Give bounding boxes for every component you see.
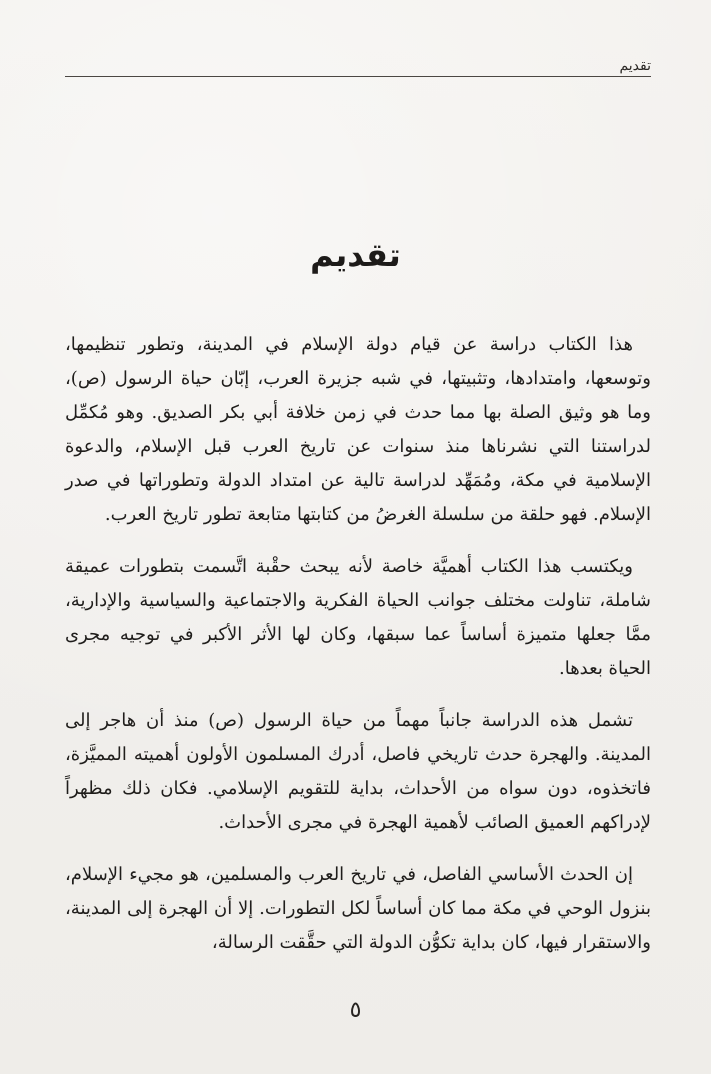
paragraph-3: تشمل هذه الدراسة جانباً مهماً من حياة الرسول (ص) منذ أن هاجر إلى المدينة. والهجرة حدث تاريخي فاصل، أدرك المسلمون الأولون أهميته المميَّزة، فاتخذوه، دون سواه من الأحداث، بداية للتقويم الإسلامي. فكان ذلك مظهراً لإدراكهم العميق الصائب لأهمية الهجرة في مجرى الأحداث.	[65, 710, 651, 833]
running-header	[65, 60, 651, 77]
running-header-title: تقديم	[619, 58, 651, 74]
body-text	[65, 328, 651, 978]
page-number: ٥	[349, 998, 362, 1023]
paragraph-2: ويكتسب هذا الكتاب أهميَّة خاصة لأنه يبحث حقْبة اتَّسمت بتطورات عميقة شاملة، تناولت مختلف جوانب الحياة الفكرية والاجتماعية والسياسية والإدارية، ممَّا جعلها متميزة أساساً عما سبقها، وكان لها الأثر الأكبر في توجيه مجرى الحياة بعدها.	[65, 556, 651, 679]
paragraph-4: إن الحدث الأساسي الفاصل، في تاريخ العرب والمسلمين، هو مجيء الإسلام، بنزول الوحي في مكة مما كان أساساً لكل التطورات. إلا أن الهجرة إلى المدينة، والاستقرار فيها، كان بداية تكوُّن الدولة التي حقَّقت الرسالة،	[65, 864, 651, 953]
chapter-title: تقديم	[310, 236, 401, 275]
paragraph-1: هذا الكتاب دراسة عن قيام دولة الإسلام في المدينة، وتطور تنظيمها، وتوسعها، وامتدادها، وتثبيتها، في شبه جزيرة العرب، إبّان حياة الرسول (ص)، وما هو وثيق الصلة بها مما حدث في زمن خلافة أبي بكر الصديق. وهو مُكمِّل لدراستنا التي نشرناها منذ سنوات عن تاريخ العرب قبل الإسلام، والدعوة الإسلامية في مكة، ومُمَهِّد لدراسة تالية عن امتداد الدولة وتطوراتها في صدر الإسلام. فهو حلقة من سلسلة الغرضُ من كتابتها متابعة تطور تاريخ العرب.	[65, 334, 651, 525]
